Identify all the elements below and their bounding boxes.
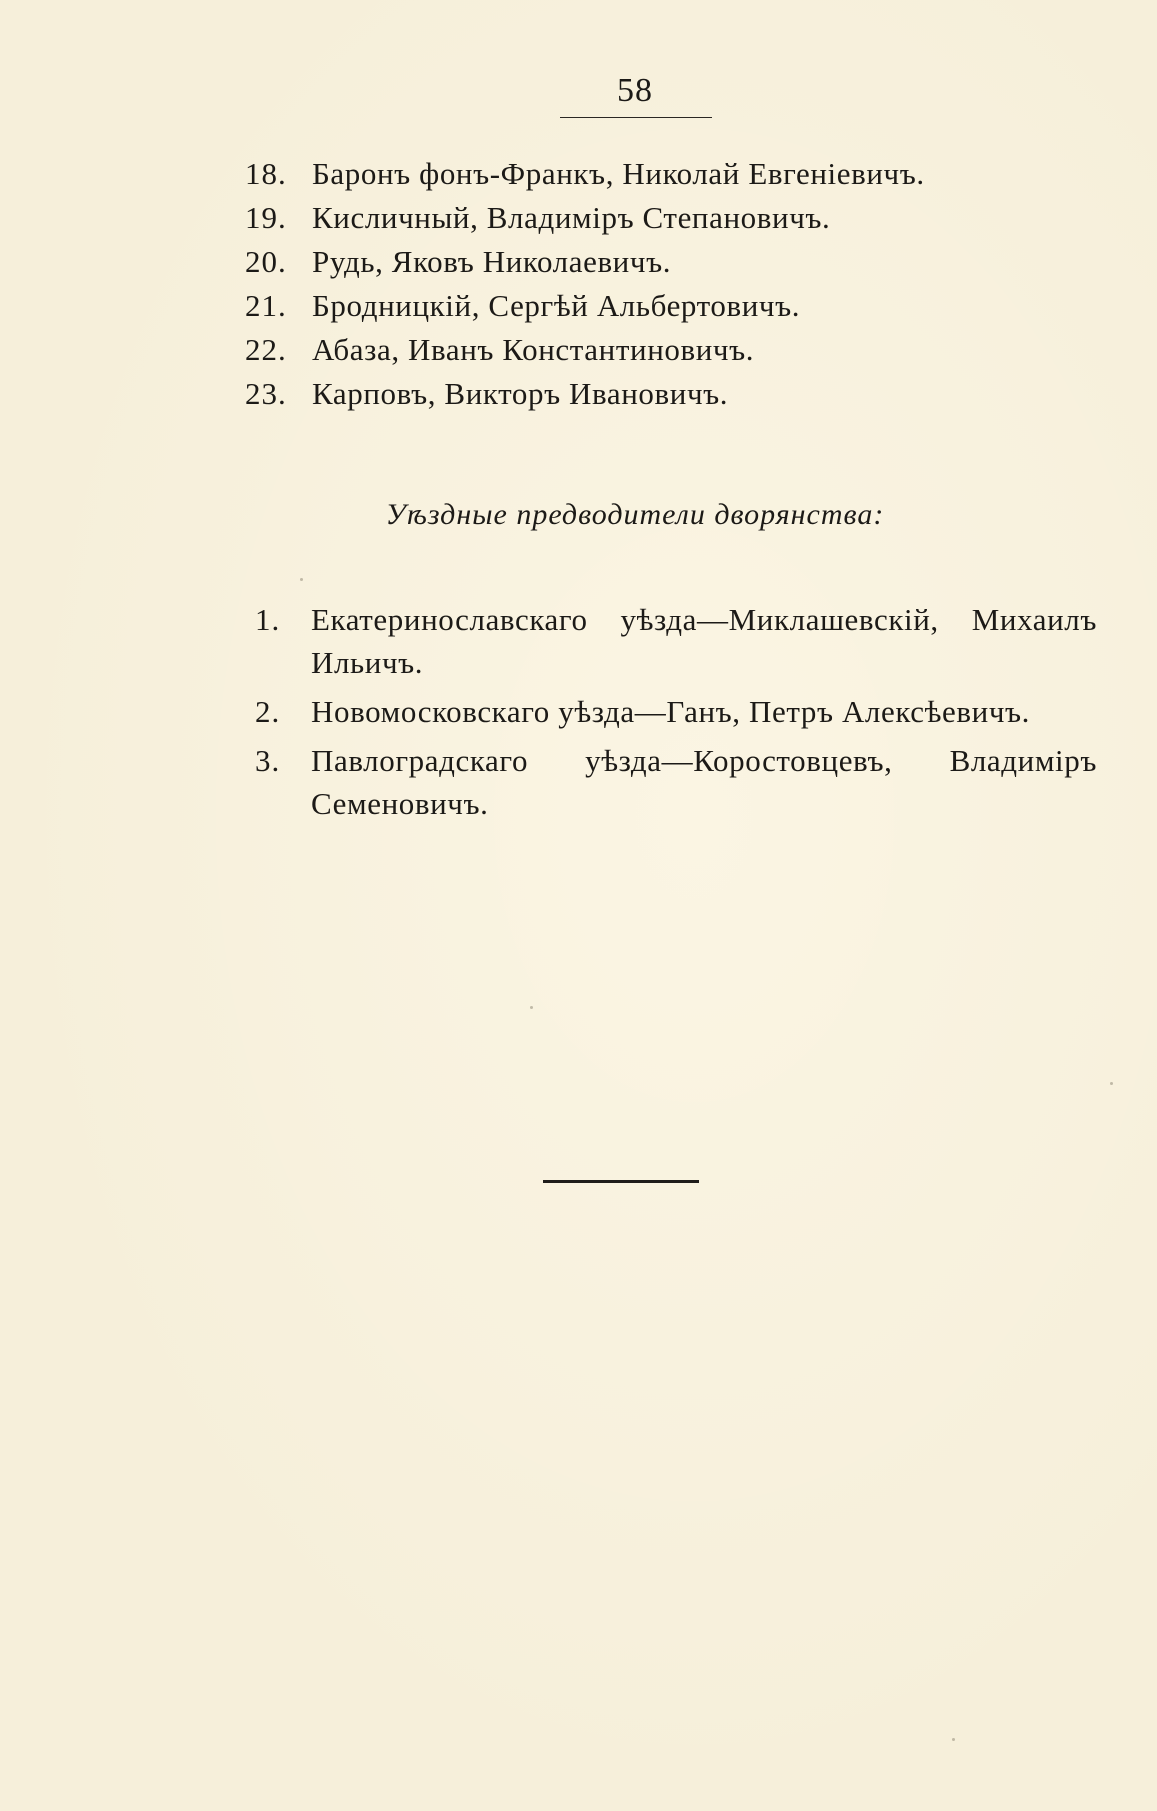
members-list [245,152,1105,416]
item-name: Новомосковскаго уѣзда—Ганъ, Петръ Алексѣевичъ. [311,694,1030,729]
item-name: Екатеринославскаго уѣзда—Миклашевскій, Михаилъ Ильичъ. [311,602,1097,680]
item-name: Карповъ, Викторъ Ивановичъ. [312,376,729,411]
list-item [245,372,1105,416]
list-item [245,152,1105,196]
item-name: Абаза, Иванъ Константиновичъ. [312,332,755,367]
item-name: Кисличный, Владиміръ Степановичъ. [312,200,831,235]
list-item [245,196,1105,240]
list-item [255,739,1097,825]
list-item [255,690,1097,733]
paper-speck [530,1006,533,1009]
paper-speck [1110,1082,1113,1085]
list-item [245,240,1105,284]
item-name: Павлоградскаго уѣзда—Коростовцевъ, Владиміръ Семеновичъ. [311,743,1097,821]
item-number: 23. [245,376,287,411]
item-number: 22. [245,332,287,367]
item-name: Рудь, Яковъ Николаевичъ. [312,244,672,279]
paper-speck [300,578,303,581]
item-number: 3. [255,743,281,778]
item-number: 18. [245,156,287,191]
item-number: 1. [255,602,281,637]
item-name: Баронъ фонъ-Франкъ, Николай Евгеніевичъ. [312,156,925,191]
item-number: 21. [245,288,287,323]
list-item [245,328,1105,372]
item-number: 2. [255,694,281,729]
footer-rule [543,1180,699,1183]
page-number: 58 [617,72,653,109]
marshals-list [255,598,1097,831]
list-item [245,284,1105,328]
item-name: Бродницкій, Сергѣй Альбертовичъ. [312,288,801,323]
item-number: 20. [245,244,287,279]
list-item [255,598,1097,684]
header-rule [560,117,712,118]
section-heading: Уѣздные предводители дворянства: [385,498,885,531]
paper-speck [952,1738,955,1741]
item-number: 19. [245,200,287,235]
